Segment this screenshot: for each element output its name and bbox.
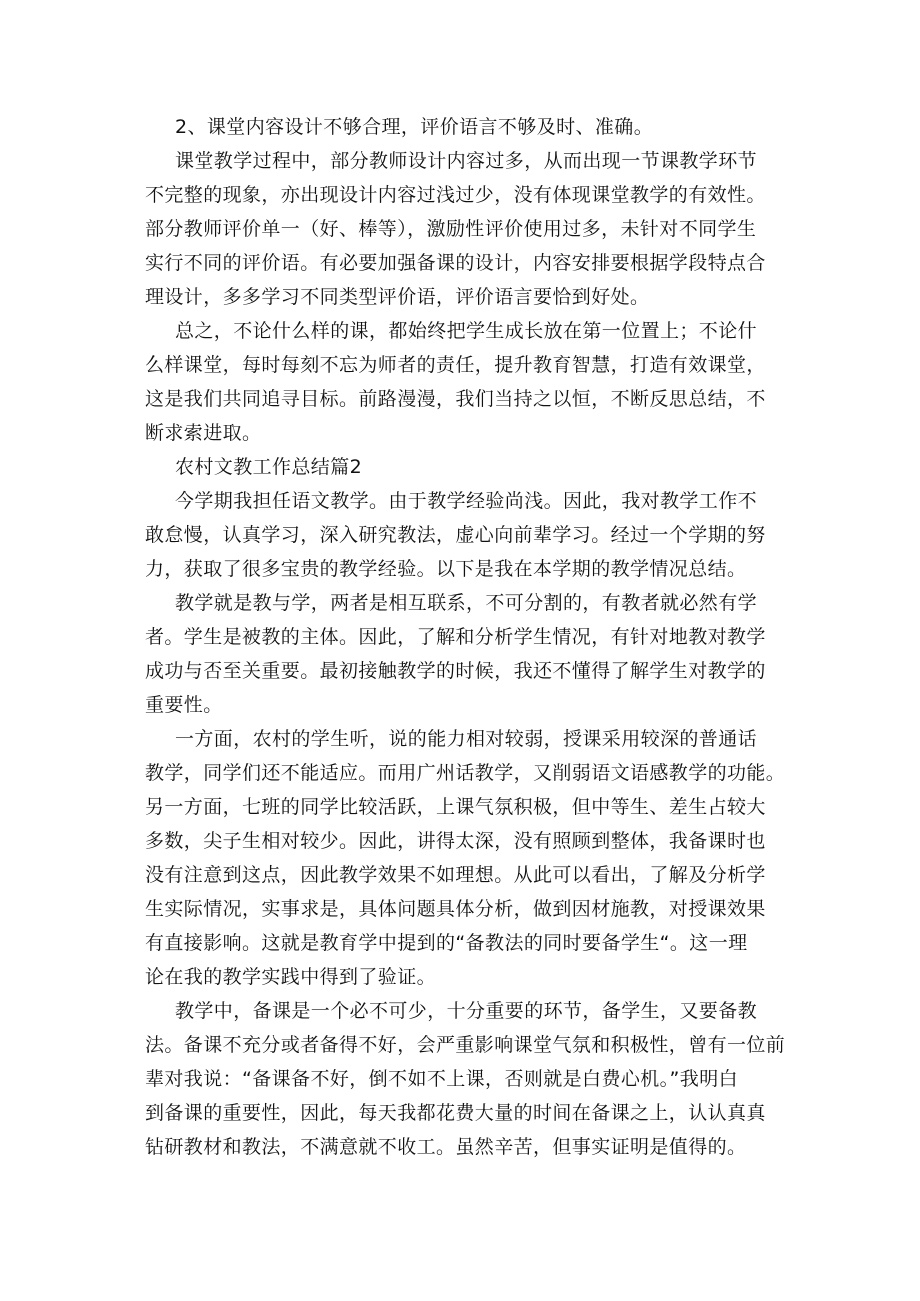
paragraph-line: 成功与否至关重要。最初接触教学的时候，我还不懂得了解学生对教学的 [145,660,766,682]
paragraph-line: 力，获取了很多宝贵的教学经验。以下是我在本学期的教学情况总结。 [145,558,747,580]
paragraph-line: 一方面，农村的学生听，说的能力相对较弱，授课采用较深的普通话 [175,728,758,750]
paragraph-line: 教学，同学们还不能适应。而用广州话教学，又削弱语文语感教学的功能。 [145,762,786,784]
paragraph-line: 理设计，多多学习不同类型评价语，评价语言要恰到好处。 [145,286,650,308]
paragraph-line: 者。学生是被教的主体。因此，了解和分析学生情况，有针对地教对教学 [145,626,766,648]
paragraph-line: 敢怠慢，认真学习，深入研究教法，虚心向前辈学习。经过一个学期的努 [145,524,766,546]
paragraph-line: 另一方面，七班的同学比较活跃，上课气氛积极，但中等生、差生占较大 [145,796,766,818]
paragraph-line: 生实际情况，实事求是，具体问题具体分析，做到因材施教，对授课效果 [145,898,766,920]
paragraph-line: 到备课的重要性，因此，每天我都花费大量的时间在备课之上，认认真真 [145,1102,766,1124]
paragraph-line: 实行不同的评价语。有必要加强备课的设计，内容安排要根据学段特点合 [145,252,766,274]
paragraph-line: 断求索进取。 [145,422,262,444]
paragraph-line: 这是我们共同追寻目标。前路漫漫，我们当持之以恒，不断反思总结，不 [145,388,766,410]
paragraph-line: 教学中，备课是一个必不可少，十分重要的环节，备学生，又要备教 [175,1000,758,1022]
paragraph-line: 教学就是教与学，两者是相互联系，不可分割的，有教者就必然有学 [175,592,758,614]
paragraph-line: 论在我的教学实践中得到了验证。 [145,966,437,988]
paragraph-line: 总之，不论什么样的课，都始终把学生成长放在第一位置上；不论什 [175,320,758,342]
paragraph-line: 么样课堂，每时每刻不忘为师者的责任，提升教育智慧，打造有效课堂， [145,354,766,376]
paragraph-line: 有直接影响。这就是教育学中提到的“备教法的同时要备学生“。这一理 [145,932,748,954]
section-point-2: 2、课堂内容设计不够合理，评价语言不够及时、准确。 [175,116,654,138]
paragraph-line: 课堂教学过程中，部分教师设计内容过多，从而出现一节课教学环节 [175,150,758,172]
paragraph-line: 不完整的现象，亦出现设计内容过浅过少，没有体现课堂教学的有效性。 [145,184,766,206]
paragraph-line: 钻研教材和教法，不满意就不收工。虽然辛苦，但事实证明是值得的。 [145,1136,747,1158]
paragraph-line: 多数，尖子生相对较少。因此，讲得太深，没有照顾到整体，我备课时也 [145,830,766,852]
paragraph-line: 法。备课不充分或者备得不好，会严重影响课堂气氛和积极性，曾有一位前 [145,1034,786,1056]
paragraph-line: 辈对我说：“备课备不好，倒不如不上课，否则就是白费心机。”我明白 [145,1068,738,1090]
section-heading: 农村文教工作总结篇2 [175,456,363,478]
paragraph-line: 今学期我担任语文教学。由于教学经验尚浅。因此，我对教学工作不 [175,490,758,512]
paragraph-line: 部分教师评价单一（好、棒等），激励性评价使用过多，未针对不同学生 [145,218,757,240]
paragraph-line: 没有注意到这点，因此教学效果不如理想。从此可以看出，了解及分析学 [145,864,766,886]
paragraph-line: 重要性。 [145,694,223,716]
